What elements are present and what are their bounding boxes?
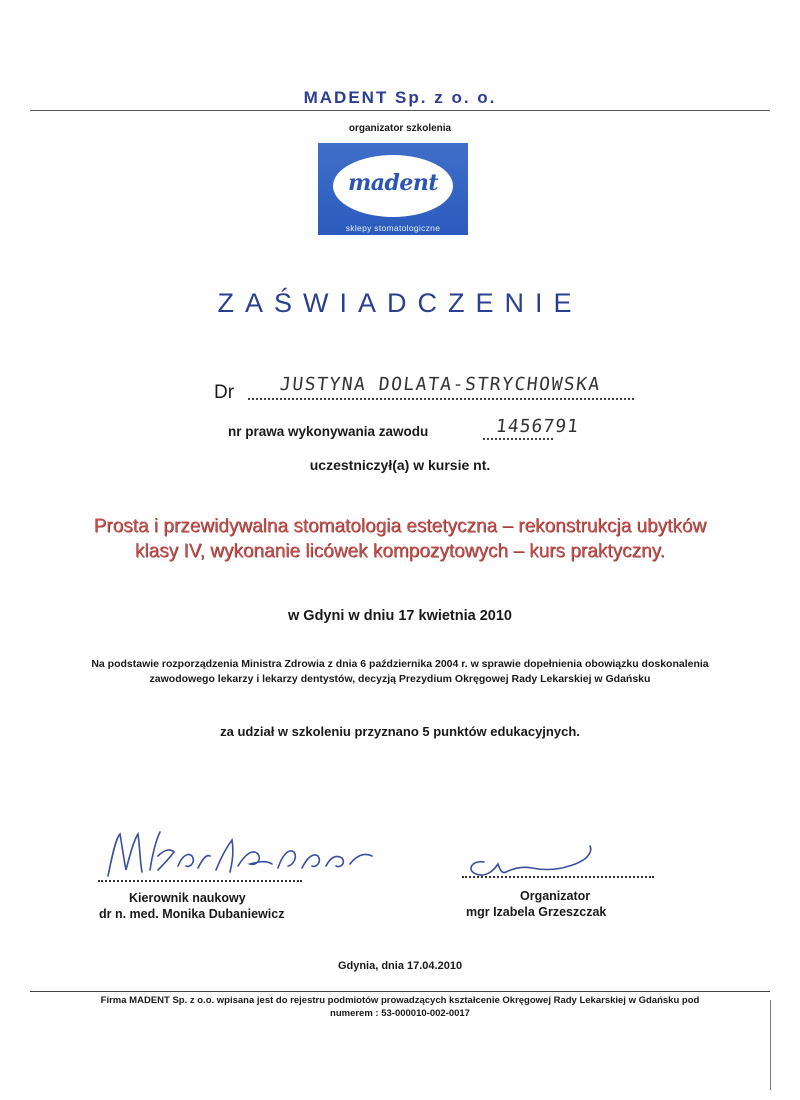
participation-line: uczestniczył(a) w kursie nt. [309, 457, 491, 473]
logo-wordmark: madent [347, 170, 439, 196]
right-signatory-role: Organizator [520, 889, 591, 903]
footer-note: Firma MADENT Sp. z o.o. wpisana jest do rejestru podmiotów prowadzących kształcenie Okręgowej Rady Lekarskiej w Gdańsku pod numerem : 53-000010-002-0017 [100, 995, 700, 1019]
recipient-name-handwritten: JUSTYNA DOLATA-STRYCHOWSKA [278, 374, 602, 395]
issue-date: Gdynia, dnia 17.04.2010 [337, 960, 463, 972]
left-signature-line [98, 880, 302, 882]
right-signature-line [462, 876, 654, 878]
left-signature-scribble [102, 826, 382, 882]
left-signatory-role: Kierownik naukowy [129, 891, 246, 905]
scan-edge-line [770, 1000, 771, 1090]
license-row [228, 416, 628, 445]
right-signatory-name: mgr Izabela Grzeszczak [466, 905, 607, 919]
footer-divider [30, 991, 770, 992]
company-header: MADENT Sp. z o. o. [303, 88, 497, 107]
left-signatory-name: dr n. med. Monika Dubaniewicz [99, 907, 285, 921]
document-title: ZAŚWIADCZENIE [217, 288, 583, 318]
legal-basis: Na podstawie rozporządzenia Ministra Zdrowia z dnia 6 października 2004 r. w sprawie dopełnienia obowiązku doskonalenia zawodowego lekarzy i lekarzy dentystów, decyzją Prezydium Okręgowej Rady Lekarskiej w Gdańsku [91, 658, 709, 685]
header-divider [30, 110, 770, 111]
madent-logo [318, 143, 468, 235]
recipient-row [214, 376, 694, 406]
course-title: Prosta i przewidywalna stomatologia estetyczna – rekonstrukcja ubytków klasy IV, wykonanie licówek kompozytowych – kurs praktyczny. [93, 516, 707, 562]
license-label: nr prawa wykonywania zawodu [228, 424, 429, 439]
organizer-caption: organizator szkolenia [348, 123, 452, 134]
recipient-prefix: Dr [214, 382, 235, 403]
right-signature-scribble [462, 840, 612, 880]
points-line: za udział w szkoleniu przyznano 5 punktów edukacyjnych. [220, 724, 580, 739]
logo-tagline: sklepy stomatologiczne [345, 223, 441, 233]
license-number-handwritten: 1456791 [494, 416, 580, 437]
course-date: w Gdyni w dniu 17 kwietnia 2010 [287, 608, 512, 624]
